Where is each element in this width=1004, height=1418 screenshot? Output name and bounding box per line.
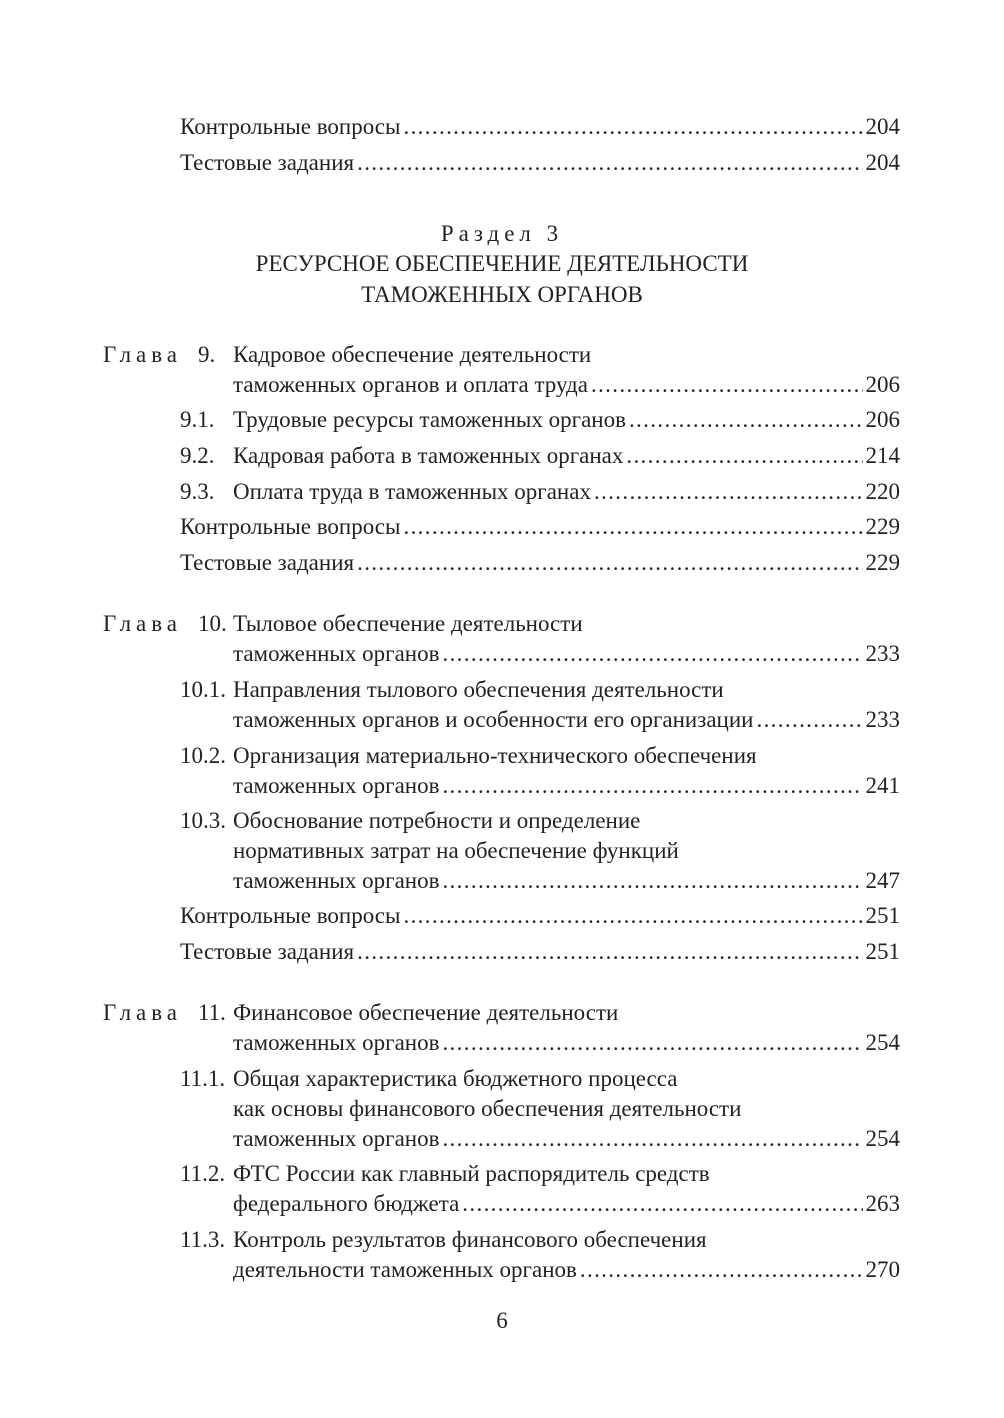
entry-page: 270 [865, 1257, 900, 1282]
chapter-11-title-line1: Финансовое обеспечение деятельности [233, 1000, 619, 1025]
subsection-number: 11.1. [180, 1066, 226, 1091]
entry-title-line2: нормативных затрат на обеспечение функций [233, 838, 679, 863]
entry-title-line1: Контроль результатов финансового обеспечения [233, 1227, 707, 1252]
chapter-11-number: 11. [198, 1000, 226, 1025]
entry-page: 263 [865, 1191, 900, 1216]
toc-entry-tests-ch10[interactable] [180, 937, 900, 967]
toc-entry-review-ch8[interactable] [180, 112, 900, 142]
subsection-number: 11.3. [180, 1227, 226, 1252]
entry-page: 251 [865, 939, 900, 964]
toc-entry-10-1[interactable] [233, 705, 900, 735]
entry-page: 229 [865, 550, 900, 575]
entry-title: Тестовые задания [180, 150, 355, 175]
entry-page: 251 [865, 903, 900, 928]
entry-page: 204 [865, 150, 900, 175]
entry-title-line1: Организация материально-технического обеспечения [233, 743, 757, 768]
chapter-word: Глава [103, 611, 183, 636]
toc-entry-tests-ch9[interactable] [180, 548, 900, 578]
entry-page: 241 [865, 773, 900, 798]
chapter-10-number: 10. [198, 611, 227, 636]
chapter-9-entry[interactable] [233, 370, 900, 400]
entry-page: 206 [865, 372, 900, 397]
section-title-line1: РЕСУРСНОЕ ОБЕСПЕЧЕНИЕ ДЕЯТЕЛЬНОСТИ [255, 251, 749, 276]
chapter-word: Глава [103, 1000, 183, 1025]
chapter-9-number: 9. [198, 342, 216, 367]
subsection-number: 10.1. [180, 677, 226, 702]
chapter-9-title-line1: Кадровое обеспечение деятельности [233, 342, 592, 367]
toc-entry-11-2[interactable] [233, 1189, 900, 1219]
entry-title-line1: Общая характеристика бюджетного процесса [233, 1066, 678, 1091]
entry-title: федерального бюджета [233, 1191, 460, 1216]
toc-entry-11-3[interactable] [233, 1255, 900, 1285]
entry-page: 214 [865, 443, 900, 468]
entry-title: таможенных органов [233, 641, 440, 666]
entry-title-line1: ФТС России как главный распорядитель средств [233, 1161, 710, 1186]
chapter-11-entry[interactable] [233, 1028, 900, 1058]
entry-page: 254 [865, 1030, 900, 1055]
entry-title: Контрольные вопросы [180, 514, 401, 539]
toc-entry-9-1[interactable] [233, 405, 900, 435]
entry-title: таможенных органов и особенности его организации [233, 707, 754, 732]
entry-title: таможенных органов [233, 1126, 440, 1151]
entry-title: Кадровая работа в таможенных органах [233, 443, 624, 468]
chapter-10-entry[interactable] [233, 639, 900, 669]
section-label: Раздел 3 [440, 221, 564, 246]
entry-title: таможенных органов и оплата труда [233, 372, 588, 397]
entry-title: Контрольные вопросы [180, 114, 401, 139]
page-number: 6 [496, 1308, 508, 1333]
entry-title-line1: Обоснование потребности и определение [233, 808, 641, 833]
toc-entry-10-2[interactable] [233, 771, 900, 801]
toc-entry-review-ch10[interactable] [180, 901, 900, 931]
entry-title: таможенных органов [233, 773, 440, 798]
chapter-10-title-line1: Тыловое обеспечение деятельности [233, 611, 583, 636]
entry-page: 229 [865, 514, 900, 539]
subsection-number: 9.3. [180, 479, 215, 504]
chapter-word: Глава [103, 342, 183, 367]
entry-title: деятельности таможенных органов [233, 1257, 577, 1282]
entry-title: Тестовые задания [180, 550, 355, 575]
toc-entry-11-1[interactable] [233, 1124, 900, 1154]
entry-title: Тестовые задания [180, 939, 355, 964]
entry-page: 247 [865, 868, 900, 893]
entry-page: 233 [865, 641, 900, 666]
toc-entry-tests-ch8[interactable] [180, 148, 900, 178]
section-title-line2: ТАМОЖЕННЫХ ОРГАНОВ [361, 282, 643, 307]
toc-entry-10-3[interactable] [233, 866, 900, 896]
entry-title-line1: Направления тылового обеспечения деятельности [233, 677, 724, 702]
toc-entry-review-ch9[interactable] [180, 512, 900, 542]
subsection-number: 9.1. [180, 407, 215, 432]
entry-title-line2: как основы финансового обеспечения деятельности [233, 1096, 742, 1121]
entry-page: 206 [865, 407, 900, 432]
entry-page: 204 [865, 114, 900, 139]
toc-entry-9-2[interactable] [233, 441, 900, 471]
entry-page: 254 [865, 1126, 900, 1151]
subsection-number: 9.2. [180, 443, 215, 468]
subsection-number: 10.3. [180, 808, 226, 833]
entry-page: 233 [865, 707, 900, 732]
entry-title: Оплата труда в таможенных органах [233, 479, 591, 504]
entry-title: Трудовые ресурсы таможенных органов [233, 407, 626, 432]
subsection-number: 10.2. [180, 743, 226, 768]
subsection-number: 11.2. [180, 1161, 226, 1186]
entry-title: таможенных органов [233, 868, 440, 893]
entry-title: таможенных органов [233, 1030, 440, 1055]
toc-entry-9-3[interactable] [233, 477, 900, 507]
entry-title: Контрольные вопросы [180, 903, 401, 928]
entry-page: 220 [865, 479, 900, 504]
